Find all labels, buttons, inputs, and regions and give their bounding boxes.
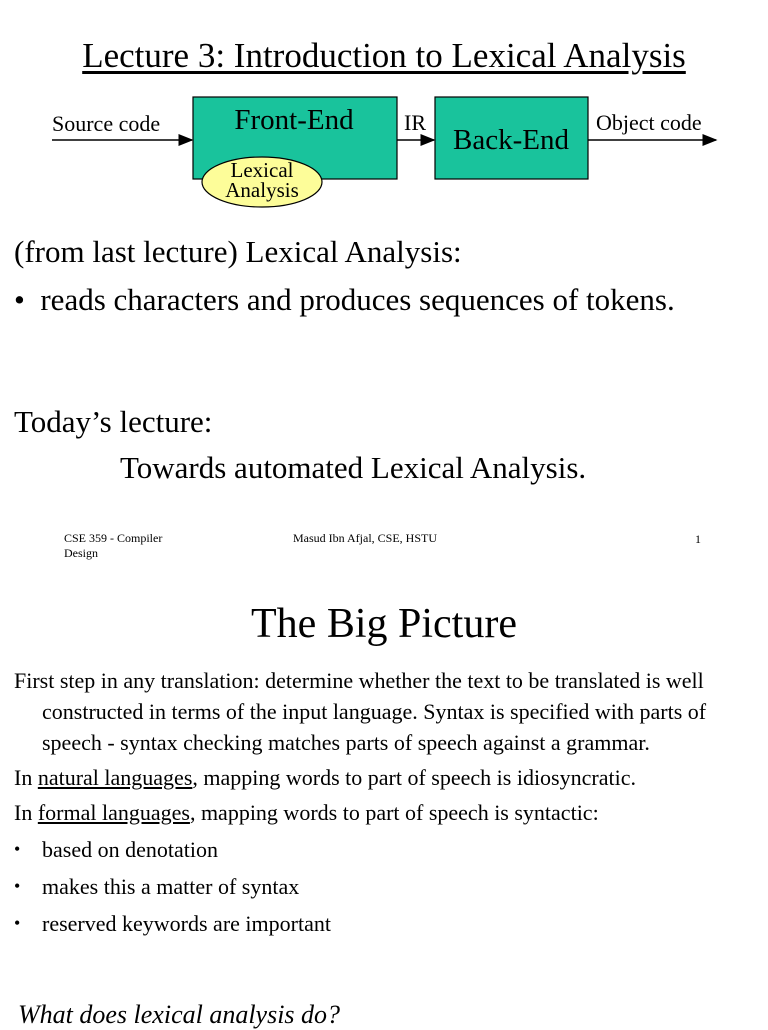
slide-title: Lecture 3: Introduction to Lexical Analysis [82, 36, 686, 75]
bullet-symbol: • [14, 913, 21, 933]
footer-author: Masud Ibn Afjal, CSE, HSTU [293, 531, 437, 545]
bullet-text: based on denotation [42, 837, 218, 862]
lexical-label-line1: Lexical [230, 158, 294, 182]
todays-lecture-topic: Towards automated Lexical Analysis. [120, 450, 587, 485]
paragraph-formal-languages [14, 797, 759, 828]
bullet-text: reads characters and produces sequences of tokens. [40, 282, 675, 317]
text-fragment: In [14, 765, 38, 790]
footer-page-number: 1 [695, 532, 701, 546]
bullet-symbol: • [14, 839, 21, 859]
slide-body [14, 665, 759, 939]
text-fragment: , mapping words to part of speech is syntactic: [189, 800, 599, 825]
natural-languages-term: natural languages [37, 765, 193, 790]
bullet-item [14, 871, 759, 902]
paragraph-natural-languages [14, 762, 759, 793]
front-end-label: Front-End [234, 104, 354, 136]
compiler-pipeline-diagram [0, 90, 768, 215]
back-end-label: Back-End [453, 124, 569, 156]
object-code-label: Object code [596, 110, 702, 135]
question-heading: What does lexical analysis do? [18, 1000, 341, 1029]
from-last-lecture-text: (from last lecture) Lexical Analysis: [14, 234, 462, 269]
bullet-text: makes this a matter of syntax [42, 874, 300, 899]
bullet-item [14, 834, 759, 865]
lexical-label-line2: Analysis [225, 178, 299, 202]
ir-label: IR [404, 110, 426, 135]
bullet-symbol: • [14, 876, 21, 896]
bullet-symbol: • [14, 282, 25, 317]
paragraph-first-step: First step in any translation: determine whether the text to be translated is well constructed in terms of the input language. Syntax is specified with parts of speech - syntax checking matches parts of speech against a grammar. [14, 668, 707, 755]
slide-title: The Big Picture [251, 601, 517, 647]
text-fragment: , mapping words to part of speech is idiosyncratic. [192, 765, 636, 790]
todays-lecture-heading: Today’s lecture: [14, 404, 213, 439]
text-fragment: In [14, 800, 38, 825]
source-code-label: Source code [52, 111, 161, 136]
footer-course: CSE 359 - Compiler Design [64, 531, 163, 560]
bullet-item [14, 282, 675, 318]
bullet-item [14, 908, 759, 939]
bullet-text: reserved keywords are important [42, 911, 331, 936]
formal-languages-term: formal languages [37, 800, 190, 825]
